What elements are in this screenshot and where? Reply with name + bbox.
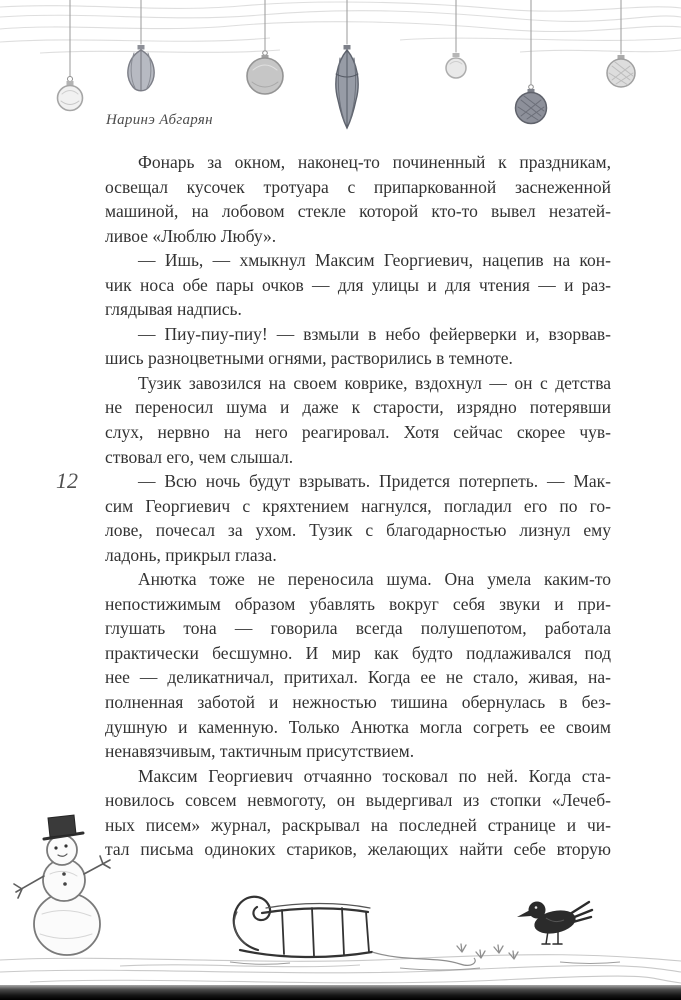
ornament-spindle-dark <box>336 0 358 128</box>
text-line: не переносил шума и даже к старости, изрядно потерявши <box>105 397 611 418</box>
text-line: ладонь, прикрыл глаза. <box>105 544 277 565</box>
text-line: — Пиу-пиу-пиу! — взмыли в небо фейерверки и, взорвав- <box>138 323 611 344</box>
text-line: нее — деликатничал, притихал. Когда ее не стало, живая, на- <box>105 667 611 688</box>
paragraph <box>105 248 611 322</box>
text-line: Максим Георгиевич отчаянно тосковал по ней. Когда ста- <box>138 765 611 786</box>
author-header: Наринэ Абгарян <box>106 112 213 128</box>
text-line: глушать тона — говорила всегда полушепотом, работала <box>105 618 611 639</box>
text-line: Фонарь за окном, наконец-то починенный к праздникам, <box>138 152 611 172</box>
winter-scene-illustration <box>0 812 681 1000</box>
paragraph <box>105 469 611 567</box>
text-line: освещал кусочек тротуара с припаркованной заснеженной <box>105 176 611 197</box>
text-line: Тузик завозился на своем коврике, вздохнул — он с детства <box>138 372 611 393</box>
text-line: — Ишь, — хмыкнул Максим Георгиевич, нацепив на кон- <box>138 250 611 271</box>
christmas-ornaments-icon <box>0 0 681 140</box>
text-line: слух, нервно на него реагировал. Хотя сейчас скорее чув- <box>105 422 611 443</box>
text-line: ствовал его, чем слышал. <box>105 446 294 467</box>
text-line: ненавязчивым, тактичным присутствием. <box>105 741 415 762</box>
ornament-ball-patterned <box>607 0 635 87</box>
text-line: душную и каменную. Только Анютка могла согреть ее своим <box>105 716 611 737</box>
paragraph <box>105 567 611 763</box>
bird-footprints-icon <box>457 944 518 959</box>
text-line: лове, почесал за ухом. Тузик с благодарностью лизнул ему <box>105 520 611 541</box>
text-line: сим Георгиевич с кряхтением нагнулся, погладил его по го- <box>105 495 611 516</box>
text-line: машиной, на лобовом стекле которой кто-то вывел незатей- <box>105 201 611 222</box>
text-line: непостижимым образом убавлять вокруг себя звуки и при- <box>105 593 611 614</box>
ornament-ball-light <box>58 0 83 111</box>
text-line: практически бесшумно. И мир как будто подлаживался под <box>105 642 611 663</box>
sled-icon <box>234 897 372 957</box>
text-line: глядывая надпись. <box>105 299 242 320</box>
snowman-icon <box>14 815 110 955</box>
text-line: — Всю ночь будут взрывать. Придется потерпеть. — Мак- <box>138 471 611 492</box>
text-line: шись разноцветными огнями, растворились в темноте. <box>105 348 513 369</box>
text-line: чик носа обе пары очков — для улицы и для чтения — и раз- <box>105 274 611 295</box>
ornament-ball-small <box>446 0 466 78</box>
text-line: ливое «Люблю Любу». <box>105 225 277 246</box>
text-line: Анютка тоже не переносила шума. Она умела каким-то <box>138 569 611 590</box>
text-line: тал письма одиноких стариков, желающих найти себе вторую <box>105 839 611 860</box>
paragraph <box>105 322 611 371</box>
ornament-striped <box>128 0 154 91</box>
paragraph <box>105 371 611 469</box>
text-line: новилось совсем невмоготу, он выдергивал из стопки «Лечеб- <box>105 790 611 811</box>
body-text <box>105 150 611 862</box>
page-number: 12 <box>56 468 78 493</box>
crow-icon <box>517 902 592 945</box>
paragraph <box>105 150 611 248</box>
text-line: ных писем» журнал, раскрывал на последней странице и чи- <box>105 814 611 835</box>
page-bottom-edge <box>0 985 681 1000</box>
text-line: полненная заботой и нежностью тишина обернулась в без- <box>105 692 611 713</box>
sled-rope <box>372 952 475 965</box>
